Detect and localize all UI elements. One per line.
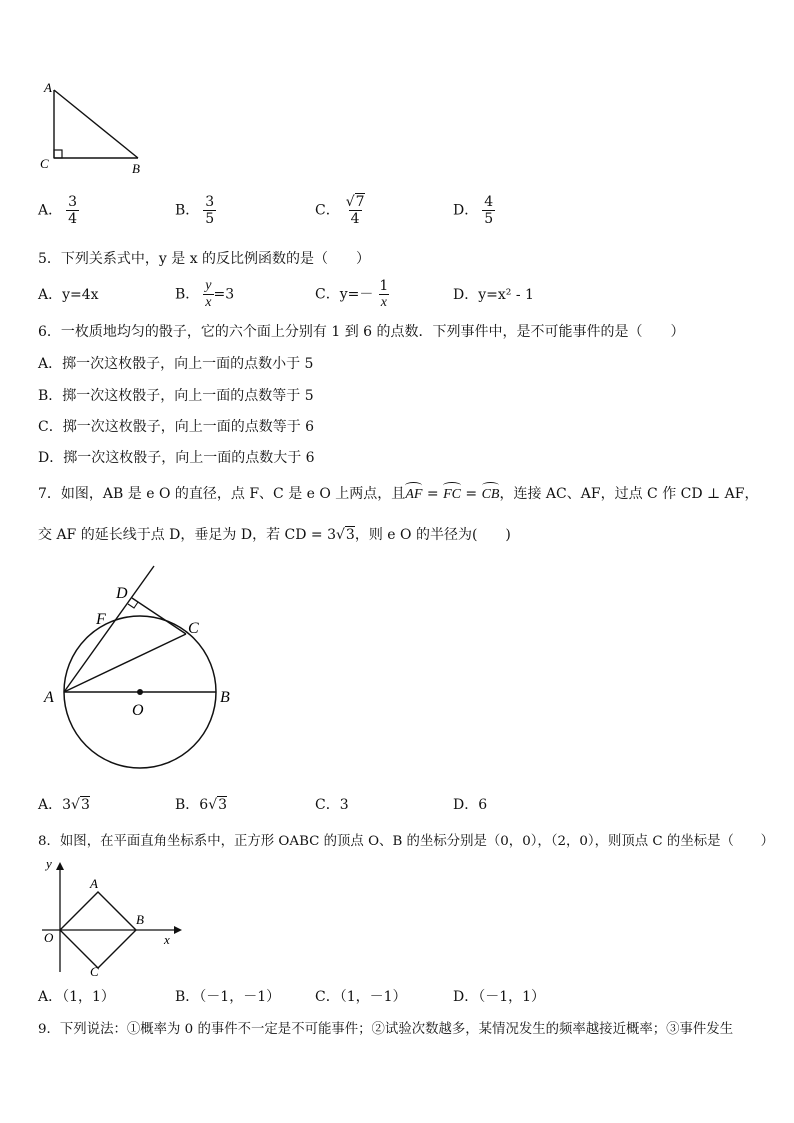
q6-option-c[interactable]: C．掷一次这枚骰子，向上一面的点数等于 6 [38, 419, 315, 435]
y-axis-label: y [46, 856, 52, 871]
q7-option-b[interactable]: B．6√3 [175, 797, 228, 813]
q7-option-a[interactable]: A．3√3 [38, 797, 90, 813]
q8-option-a[interactable]: A．（1，1） [38, 989, 115, 1005]
q6-option-b[interactable]: B．掷一次这枚骰子，向上一面的点数等于 5 [38, 388, 314, 404]
q4-option-c[interactable]: C． $\frac{√7}{4}$ [315, 194, 365, 227]
vertex-b-label: B [136, 912, 144, 927]
circle-figure [36, 560, 246, 785]
q8-option-b[interactable]: B．（－1，－1） [175, 989, 281, 1005]
point-b-label: B [220, 689, 230, 706]
q4-option-d[interactable]: D． $\frac{4}{5}$ [453, 194, 494, 227]
vertex-a-label: A [44, 80, 52, 95]
q8-stem: 8．如图，在平面直角坐标系中，正方形 OABC 的顶点 O、B 的坐标分别是（0，0），（2，0），则顶点 C 的坐标是（ ） [38, 834, 775, 849]
point-a-label: A [44, 689, 54, 706]
point-f-label: F [96, 611, 106, 628]
q7-option-d[interactable]: D．6 [453, 797, 488, 813]
q8-option-c[interactable]: C．（1，－1） [315, 989, 407, 1005]
q5-option-a[interactable]: A．y=4x [38, 287, 99, 303]
q5-option-b[interactable]: B． $\frac{y}{x}$ =3 [175, 278, 235, 310]
vertex-c-label: C [90, 964, 99, 979]
q6-stem: 6．一枚质地均匀的骰子，它的六个面上分别有 1 到 6 的点数．下列事件中，是不可能事件的是（ ） [38, 324, 685, 340]
q9-stem: 9．下列说法：①概率为 0 的事件不一定是不可能事件；②试验次数越多，某情况发生的频率越接近概率；③事件发生 [38, 1022, 734, 1037]
q7-stem-line1: 7．如图，AB 是 e O 的直径，点 F、C 是 e O 上两点，且AF = FC = CB，连接 AC、AF，过点 C 作 CD ⊥ AF， [38, 486, 759, 502]
q7-stem-line2: 交 AF 的延长线于点 D，垂足为 D，若 CD = 3√3，则 e O 的半径为( ) [38, 527, 511, 543]
point-o-label: O [132, 702, 144, 719]
q5-option-c[interactable]: C．y=－ $\frac{1}{x}$ [315, 278, 389, 310]
point-d-label: D [116, 585, 128, 602]
q7-option-c[interactable]: C．3 [315, 797, 349, 813]
triangle-figure [36, 78, 156, 178]
point-c-label: C [188, 620, 199, 637]
origin-label: O [44, 930, 54, 945]
q8-option-d[interactable]: D．（－1，1） [453, 989, 546, 1005]
coordinate-figure [36, 856, 186, 980]
q5-stem: 5．下列关系式中，y 是 x 的反比例函数的是（ ） [38, 251, 371, 267]
q5-option-d[interactable]: D．y=x² - 1 [453, 287, 534, 303]
q6-option-d[interactable]: D．掷一次这枚骰子，向上一面的点数大于 6 [38, 450, 315, 466]
q4-option-b[interactable]: B． $\frac{3}{5}$ [175, 194, 215, 227]
x-axis-label: x [164, 932, 170, 947]
vertex-a-label: A [90, 876, 98, 891]
q6-option-a[interactable]: A．掷一次这枚骰子，向上一面的点数小于 5 [38, 356, 314, 372]
vertex-c-label: C [40, 156, 49, 171]
q4-option-a[interactable]: A． $\frac{3}{4}$ [38, 194, 78, 227]
vertex-b-label: B [132, 161, 140, 176]
